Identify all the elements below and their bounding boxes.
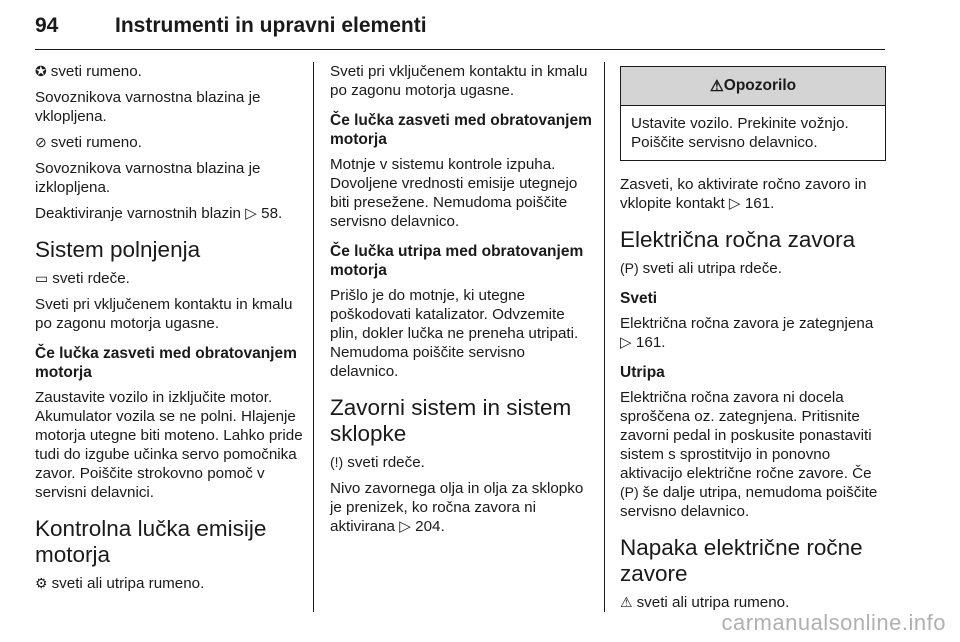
text: sveti rumeno. [50, 63, 142, 80]
warning-header [621, 67, 885, 106]
engine-check-icon: ⚙ [35, 575, 48, 591]
page-reference[interactable]: 161. [635, 334, 666, 351]
text: sveti ali utripa rumeno. [51, 575, 205, 592]
warning-title: Opozorilo [723, 77, 797, 94]
column-3 [620, 62, 886, 619]
warning-triangle-icon: ⚠ [709, 77, 724, 95]
text: sveti ali utripa rdeče. [642, 260, 782, 277]
text: Nivo zavornega olja in olja za sklopko je prenizek, ko ročna zavora ni aktivirana [330, 480, 584, 535]
paragraph [620, 259, 886, 278]
column-divider [313, 62, 314, 612]
airbag-on-icon: ✪ [35, 63, 47, 79]
paragraph: Zaustavite vozilo in izključite motor. Akumulator vozila se ne polni. Hlajenje motorja utegne biti moteno. Lahko pride tudi do izgube učinka servo pomočnika zavor. Poiščite strokovno pomoč v servisni delavnici. [35, 389, 303, 501]
subsection-heading: Če lučka zasveti med obratovanjem motorja [35, 345, 297, 381]
column-divider [604, 62, 605, 612]
section-heading: Električna ročna zavora [620, 227, 856, 252]
text: sveti rdeče. [347, 454, 425, 471]
section-heading: Sistem polnjenja [35, 237, 201, 262]
text: Zasveti, ko aktivirate ročno zavoro in vklopite kontakt [620, 176, 867, 212]
paragraph [35, 574, 303, 593]
paragraph: Sovoznikova varnostna blazina je izklopljena. [35, 160, 261, 196]
warning-box [620, 66, 886, 161]
paragraph [330, 479, 592, 536]
section-heading: Kontrolna lučka emisije motorja [35, 516, 267, 567]
paragraph: Prišlo je do motnje, ki utegne poškodovati katalizator. Odvzemite plin, dokler lučka ne preneha utripati. Nemudoma poiščite servisno delavnico. [330, 287, 579, 380]
text: sveti ali utripa rumeno. [636, 594, 790, 611]
paragraph: Sveti pri vključenem kontaktu in kmalu po zagonu motorja ugasne. [330, 63, 588, 99]
chapter-title: Instrumenti in upravni elementi [115, 14, 427, 37]
page-reference[interactable]: 161. [744, 195, 775, 212]
parking-brake-icon: (P) [620, 260, 639, 276]
battery-icon: ▭ [35, 270, 49, 286]
page-reference[interactable]: 204. [415, 518, 445, 535]
page-header [35, 0, 885, 50]
subsection-heading: Sveti [620, 290, 658, 307]
section-heading: Napaka električne ročne zavore [620, 535, 863, 586]
paragraph [35, 269, 303, 288]
warning-body: Ustavite vozilo. Prekinite vožnjo. Poiščite servisno delavnico. [631, 115, 849, 151]
text: Električna ročna zavora je zategnjena [620, 315, 874, 332]
page-reference-arrow-icon: ▷ [620, 334, 632, 351]
paragraph [330, 453, 592, 472]
text: Deaktiviranje varnostnih blazin [35, 205, 241, 222]
page-number: 94 [35, 14, 59, 37]
section-heading: Zavorni sistem in sistem sklopke [330, 395, 572, 446]
page-reference-arrow-icon: ▷ [728, 195, 741, 212]
paragraph [620, 314, 886, 352]
paragraph [620, 175, 886, 213]
brake-warning-icon: (!) [330, 454, 344, 470]
paragraph [35, 133, 303, 152]
subsection-heading: Če lučka zasveti med obratovanjem motorja [330, 112, 592, 148]
page-reference-arrow-icon: ▷ [399, 518, 411, 535]
paragraph: Sveti pri vključenem kontaktu in kmalu po zagonu motorja ugasne. [35, 296, 293, 332]
page-reference-arrow-icon: ▷ [245, 205, 257, 222]
subsection-heading: Utripa [620, 364, 665, 381]
paragraph: Motnje v sistemu kontrole izpuha. Dovoljene vrednosti emisije utegnejo biti presežene. Nemudoma poiščite servisno delavnico. [330, 156, 578, 230]
paragraph [35, 204, 303, 223]
watermark: carmanualsonline.info [721, 610, 946, 635]
column-1 [35, 62, 303, 600]
parking-brake-icon: (P) [620, 484, 639, 500]
text: še dalje utripa, nemudoma poiščite servisno delavnico. [620, 484, 878, 520]
subsection-heading: Če lučka utripa med obratovanjem motorja [330, 243, 584, 279]
page-reference[interactable]: 58. [261, 205, 283, 222]
parking-brake-fault-icon: ⚠ [620, 594, 633, 610]
text: sveti rdeče. [52, 270, 130, 287]
column-2 [330, 62, 592, 543]
paragraph [35, 62, 303, 81]
airbag-off-icon: ⊘ [35, 134, 47, 150]
text: sveti rumeno. [50, 134, 142, 151]
paragraph [620, 388, 886, 521]
paragraph: Sovoznikova varnostna blazina je vklopljena. [35, 89, 261, 125]
text: Električna ročna zavora ni docela sproščena oz. zategnjena. Pritisnite zavorni pedal in poskusite ponastaviti sistem s sprostitvijo in ponovno aktivacijo električne ročne zavore. Če [620, 389, 872, 482]
